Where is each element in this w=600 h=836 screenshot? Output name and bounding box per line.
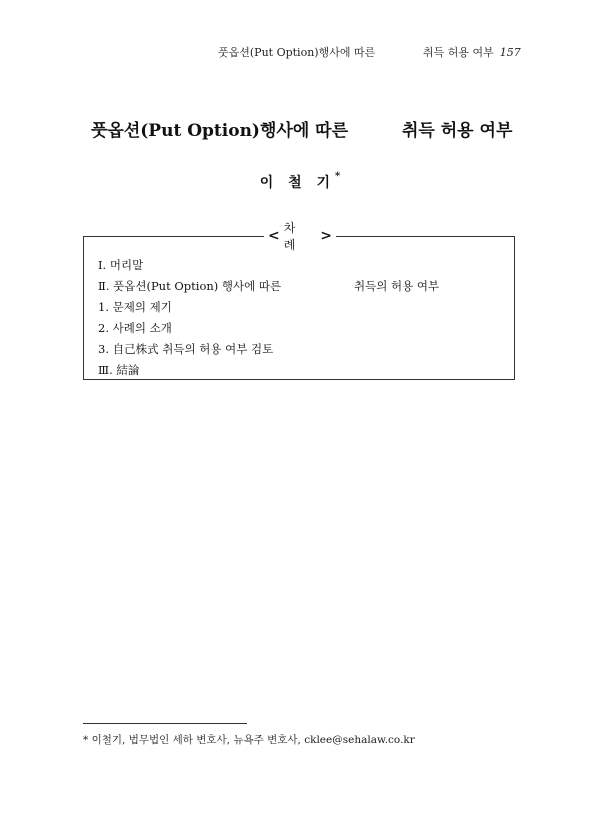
running-header — [0, 44, 600, 62]
article-title-right: 취득 허용 여부 — [402, 121, 513, 141]
toc-heading-label: 차 례 — [283, 221, 300, 252]
toc-item — [98, 255, 508, 276]
toc-item-text: 3. 自己株式 취득의 허용 여부 검토 — [98, 342, 274, 356]
toc-item-text: Ⅲ. 結論 — [98, 363, 140, 377]
toc-item-text: 1. 문제의 제기 — [98, 300, 172, 314]
toc-item — [98, 297, 508, 318]
table-of-contents — [83, 221, 515, 380]
toc-list — [98, 255, 508, 381]
author-footnote-mark: * — [335, 171, 341, 183]
toc-item-tail: 취득의 허용 여부 — [354, 279, 440, 293]
toc-item — [98, 360, 508, 381]
article-title-left: 풋옵션(Put Option)행사에 따른 — [91, 121, 348, 141]
page-number: 157 — [499, 46, 521, 59]
running-header-subtitle: 취득 허용 여부 — [423, 46, 494, 59]
toc-item-text: 2. 사례의 소개 — [98, 321, 172, 335]
left-angle-bracket-icon: < — [268, 228, 280, 244]
running-header-title: 풋옵션(Put Option)행사에 따른 — [218, 46, 376, 59]
footnote-divider — [83, 723, 247, 724]
toc-item-text: Ⅱ. 풋옵션(Put Option) 행사에 따른 — [98, 279, 282, 293]
toc-item — [98, 339, 508, 360]
footnote: * 이철기, 법무법인 세하 변호사, 뉴욕주 변호사, cklee@sehalaw.co.kr — [83, 734, 415, 746]
toc-item — [98, 318, 508, 339]
toc-item — [98, 276, 508, 297]
author-line — [0, 172, 600, 192]
toc-heading — [264, 221, 336, 252]
right-angle-bracket-icon: > — [320, 228, 332, 244]
toc-item-text: Ⅰ. 머리말 — [98, 258, 144, 272]
running-header-right — [423, 44, 521, 60]
author-name: 이 철 기 — [259, 175, 336, 191]
